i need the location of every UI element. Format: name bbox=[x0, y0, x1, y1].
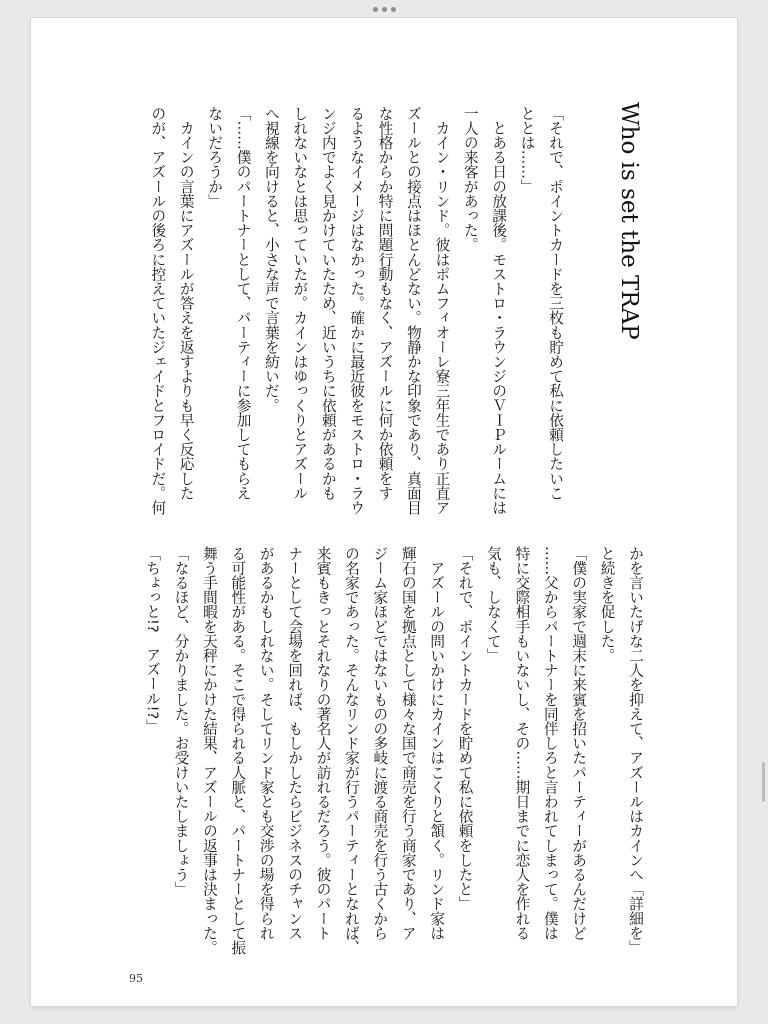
text-line: のが、アズールの後ろに控えていたジェイドとフロイドだ。何 bbox=[149, 106, 167, 515]
text-line: の名家であった。そんなリンド家が行うパーティーとなれば、 bbox=[342, 546, 360, 955]
lower-text-block bbox=[144, 546, 649, 966]
top-bar bbox=[0, 0, 768, 18]
text-line: があるかもしれない。そしてリンド家とも交渉の場を得られ bbox=[257, 546, 275, 941]
book-page bbox=[31, 18, 737, 1006]
upper-text-block bbox=[149, 106, 569, 516]
dot bbox=[382, 7, 387, 12]
text-line: ……父からパートナーを同伴しろと言われてしまって。僕は bbox=[541, 546, 559, 941]
text-line: な性格からか特に問題行動もなく、アズールに何か依頼をす bbox=[376, 106, 394, 501]
text-line: 「それで、ポイントカードを三枚も貯めて私に依頼したいこ bbox=[547, 106, 564, 501]
text-line: 舞う手間暇を天秤にかけた結果、アズールの返事は決まった。 bbox=[200, 546, 218, 955]
chapter-title: Who is set the TRAP bbox=[616, 102, 642, 340]
text-line: アズールの問いかけにカインはこくりと頷く。リンド家は bbox=[428, 546, 446, 941]
text-line: ジーム家ほどではないものの多岐に渡る商売を行う古くから bbox=[371, 546, 389, 941]
text-line: 一人の来客があった。 bbox=[461, 106, 479, 252]
text-line: 「ちょっと!? アズール!?」 bbox=[144, 546, 162, 734]
text-line: かを言いたげな二人を抑えて、アズールはカインへ「詳細を」 bbox=[627, 546, 644, 955]
text-line: とある日の放課後。モストロ・ラウンジのＶＩＰルームには bbox=[490, 106, 508, 515]
text-line: るようなイメージはなかった。確かに最近彼をモストロ・ラウ bbox=[348, 106, 366, 515]
text-line: ととは……」 bbox=[518, 106, 536, 194]
text-line: へ視線を向けると、小さな声で言葉を紡いだ。 bbox=[262, 106, 280, 413]
text-line: ズールとの接点はほとんどない。物静かな印象であり、真面目 bbox=[404, 106, 422, 515]
more-options-dots-icon[interactable] bbox=[373, 7, 396, 12]
text-line: 「……僕のパートナーとして、パーティーに参加してもらえ bbox=[234, 106, 252, 501]
text-line: と続きを促した。 bbox=[598, 546, 616, 663]
text-line: る可能性がある。そこで得られる人脈と、パートナーとして振 bbox=[229, 546, 247, 955]
text-line: 輝石の国を拠点として様々な国で商売を行う商家であり、ア bbox=[399, 546, 417, 941]
page-number: 95 bbox=[129, 972, 143, 985]
text-line: 「なるほど、分かりました。お受けいたしましょう」 bbox=[172, 546, 190, 897]
scroll-indicator[interactable] bbox=[762, 762, 765, 802]
text-line: カイン・リンド。彼はポムフィオーレ寮三年生であり正直ア bbox=[433, 106, 451, 515]
text-line: 特に交際相手もいないし、その……期日までに恋人を作れる bbox=[513, 546, 531, 941]
text-line: ないだろうか」 bbox=[206, 106, 224, 209]
text-line: 「僕の実家で週末に来賓を招いたパーティーがあるんだけど bbox=[570, 546, 588, 941]
text-line: ンジ内でよく見かけていたため、近いうちに依頼があるかも bbox=[319, 106, 337, 501]
dot bbox=[373, 7, 378, 12]
text-line: カインの言葉にアズールが答えを返すよりも早く反応した bbox=[177, 106, 195, 501]
text-line: 「それで、ポイントカードを貯めて私に依頼をしたと」 bbox=[456, 546, 474, 911]
text-line: 気も、しなくて」 bbox=[484, 546, 502, 663]
dot bbox=[391, 7, 396, 12]
text-line: しれないなとは思っていたが。カインはゆっくりとアズール bbox=[291, 106, 309, 501]
text-line: 来賓もきっとそれなりの著名人が訪れるだろう。彼のパート bbox=[314, 546, 332, 941]
text-line: ナーとして会場を回れば、もしかしたらビジネスのチャンス bbox=[286, 546, 304, 941]
